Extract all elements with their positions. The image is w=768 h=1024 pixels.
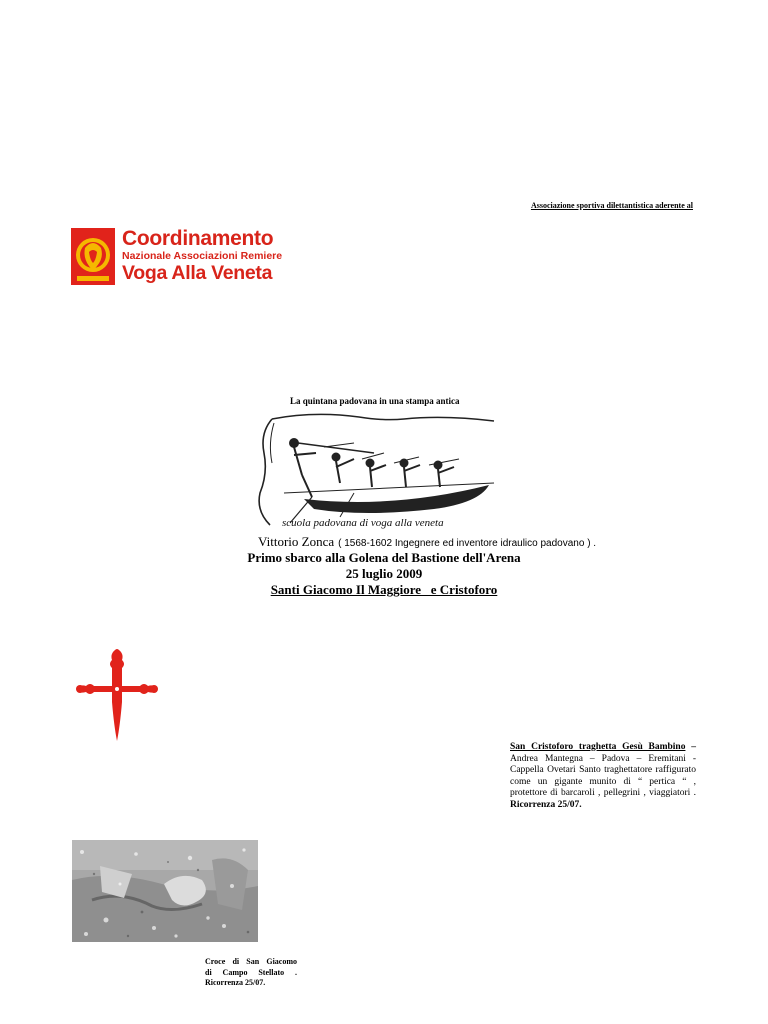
zonca-name: Vittorio Zonca xyxy=(258,534,335,549)
boat-image-text: scuola padovana di voga alla veneta xyxy=(282,517,444,529)
croce-line-1: Croce di San Giacomo xyxy=(205,957,297,966)
lion-emblem-icon xyxy=(71,228,115,285)
event-title-block xyxy=(0,550,768,598)
event-title: Primo sbarco alla Golena del Bastione dell'Arena xyxy=(247,550,521,565)
cristoforo-recurrence: Ricorrenza 25/07. xyxy=(510,799,582,810)
logo-name: Voga Alla Veneta xyxy=(122,262,273,284)
croce-line-2: di Campo Stellato . xyxy=(205,967,297,977)
association-line: Associazione sportiva dilettantistica aderente al xyxy=(530,201,693,210)
rowing-boat-engraving xyxy=(254,413,516,531)
event-saints: Santi Giacomo Il Maggiore e Cristoforo xyxy=(270,582,498,597)
zonca-line xyxy=(258,533,596,551)
cross-of-saint-james-icon xyxy=(72,646,162,742)
croce-caption xyxy=(205,957,297,989)
cristoforo-body: Andrea Mantegna – Padova – Eremitani - Cappella Ovetari Santo traghettatore raffigurato come un gigante munito di “ pertica “ , protettore di barcaroli , pellegrini , viaggiatori . xyxy=(510,753,696,799)
cristoforo-text xyxy=(510,742,696,812)
cristoforo-heading: San Cristoforo traghetta Gesù Bambino xyxy=(510,742,686,752)
logo-subtitle: Nazionale Associazioni Remiere xyxy=(122,250,283,262)
boat-caption: La quintana padovana in una stampa antica xyxy=(290,396,460,406)
cristoforo-heading-suffix: – xyxy=(685,742,696,752)
event-date: 25 luglio 2009 xyxy=(345,566,423,581)
fresco-photo xyxy=(72,840,258,942)
zonca-detail: ( 1568-1602 Ingegnere ed inventore idraulico padovano ) . xyxy=(338,538,597,549)
croce-line-3: Ricorrenza 25/07. xyxy=(205,978,266,987)
logo-title: Coordinamento xyxy=(122,227,274,250)
coordinamento-logo xyxy=(71,227,283,286)
